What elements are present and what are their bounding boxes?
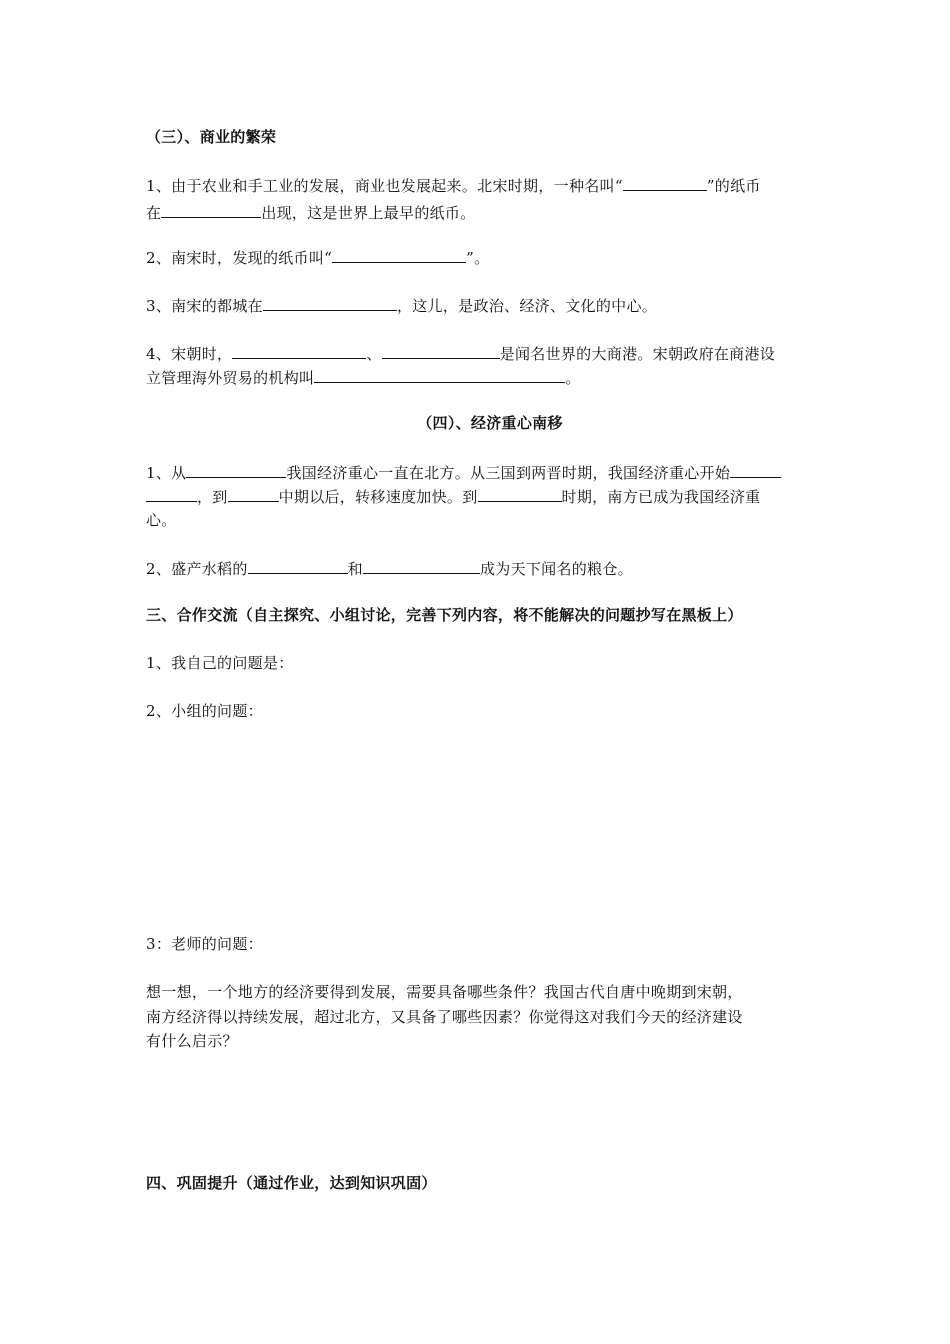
teacher-prompt-line-3: 有什么启示？	[146, 1032, 238, 1050]
question-1-line-1: 1、由于农业和手工业的发展，商业也发展起来。北宋时期，一种名叫“ ”的纸币	[146, 177, 761, 195]
teacher-prompt-line-1: 想一想，一个地方的经济要得到发展，需要具备哪些条件？我国古代自唐中晚期到宋朝，	[146, 983, 743, 1001]
question-3: 3、南宋的都城在 ，这儿，是政治、经济、文化的中心。	[146, 297, 658, 315]
section-heading-economic-shift: （四）、经济重心南移	[417, 414, 563, 432]
group-question-label: 2、小组的问题：	[146, 702, 263, 720]
teacher-question-label: 3：老师的问题：	[146, 935, 263, 953]
teacher-prompt-line-2: 南方经济得以持续发展，超过北方，又具备了哪些因素？你觉得这对我们今天的经济建设	[146, 1008, 743, 1026]
my-question-label: 1、我自己的问题是：	[146, 654, 294, 672]
shift-question-1-line-3: 心。	[146, 511, 177, 529]
section-heading-commerce: （三）、商业的繁荣	[146, 128, 277, 146]
blank-paper-money-place[interactable]	[161, 202, 261, 218]
shift-question-2: 2、盛产水稻的 和 成为天下闻名的粮仓。	[146, 560, 633, 578]
blank-port-2[interactable]	[382, 343, 500, 359]
blank-trade-office[interactable]	[314, 367, 565, 383]
blank-since-when[interactable]	[186, 462, 286, 478]
blank-mid-period[interactable]	[228, 486, 279, 502]
blank-granary-1[interactable]	[248, 558, 348, 574]
blank-southern-song-capital[interactable]	[263, 295, 397, 311]
question-1-line-2: 在 出现，这是世界上最早的纸币。	[146, 204, 476, 222]
blank-southern-song-money[interactable]	[332, 247, 466, 263]
question-2: 2、南宋时，发现的纸币叫“ ”。	[146, 249, 490, 267]
part-heading-consolidation: 四、巩固提升（通过作业，达到知识巩固）	[146, 1174, 437, 1192]
blank-south-period[interactable]	[478, 486, 562, 502]
shift-question-1-line-1: 1、从 我国经济重心一直在北方。从三国到两晋时期，我国经济重心开始	[146, 462, 781, 483]
shift-question-1-line-2: ，到 中期以后，转移速度加快。到 时期，南方已成为我国经济重	[146, 486, 760, 507]
blank-port-1[interactable]	[232, 343, 366, 359]
blank-paper-money-name[interactable]	[623, 175, 707, 191]
question-4-line-1: 4、宋朝时， 、 是闻名世界的大商港。宋朝政府在商港设	[146, 345, 776, 363]
blank-began-shift-part-1[interactable]	[730, 462, 781, 478]
question-4-line-2: 立管理海外贸易的机构叫 。	[146, 369, 581, 387]
part-heading-cooperation: 三、合作交流（自主探究、小组讨论，完善下列内容，将不能解决的问题抄写在黑板上）	[146, 606, 743, 624]
blank-began-shift-part-2[interactable]	[146, 486, 197, 502]
blank-granary-2[interactable]	[363, 558, 480, 574]
